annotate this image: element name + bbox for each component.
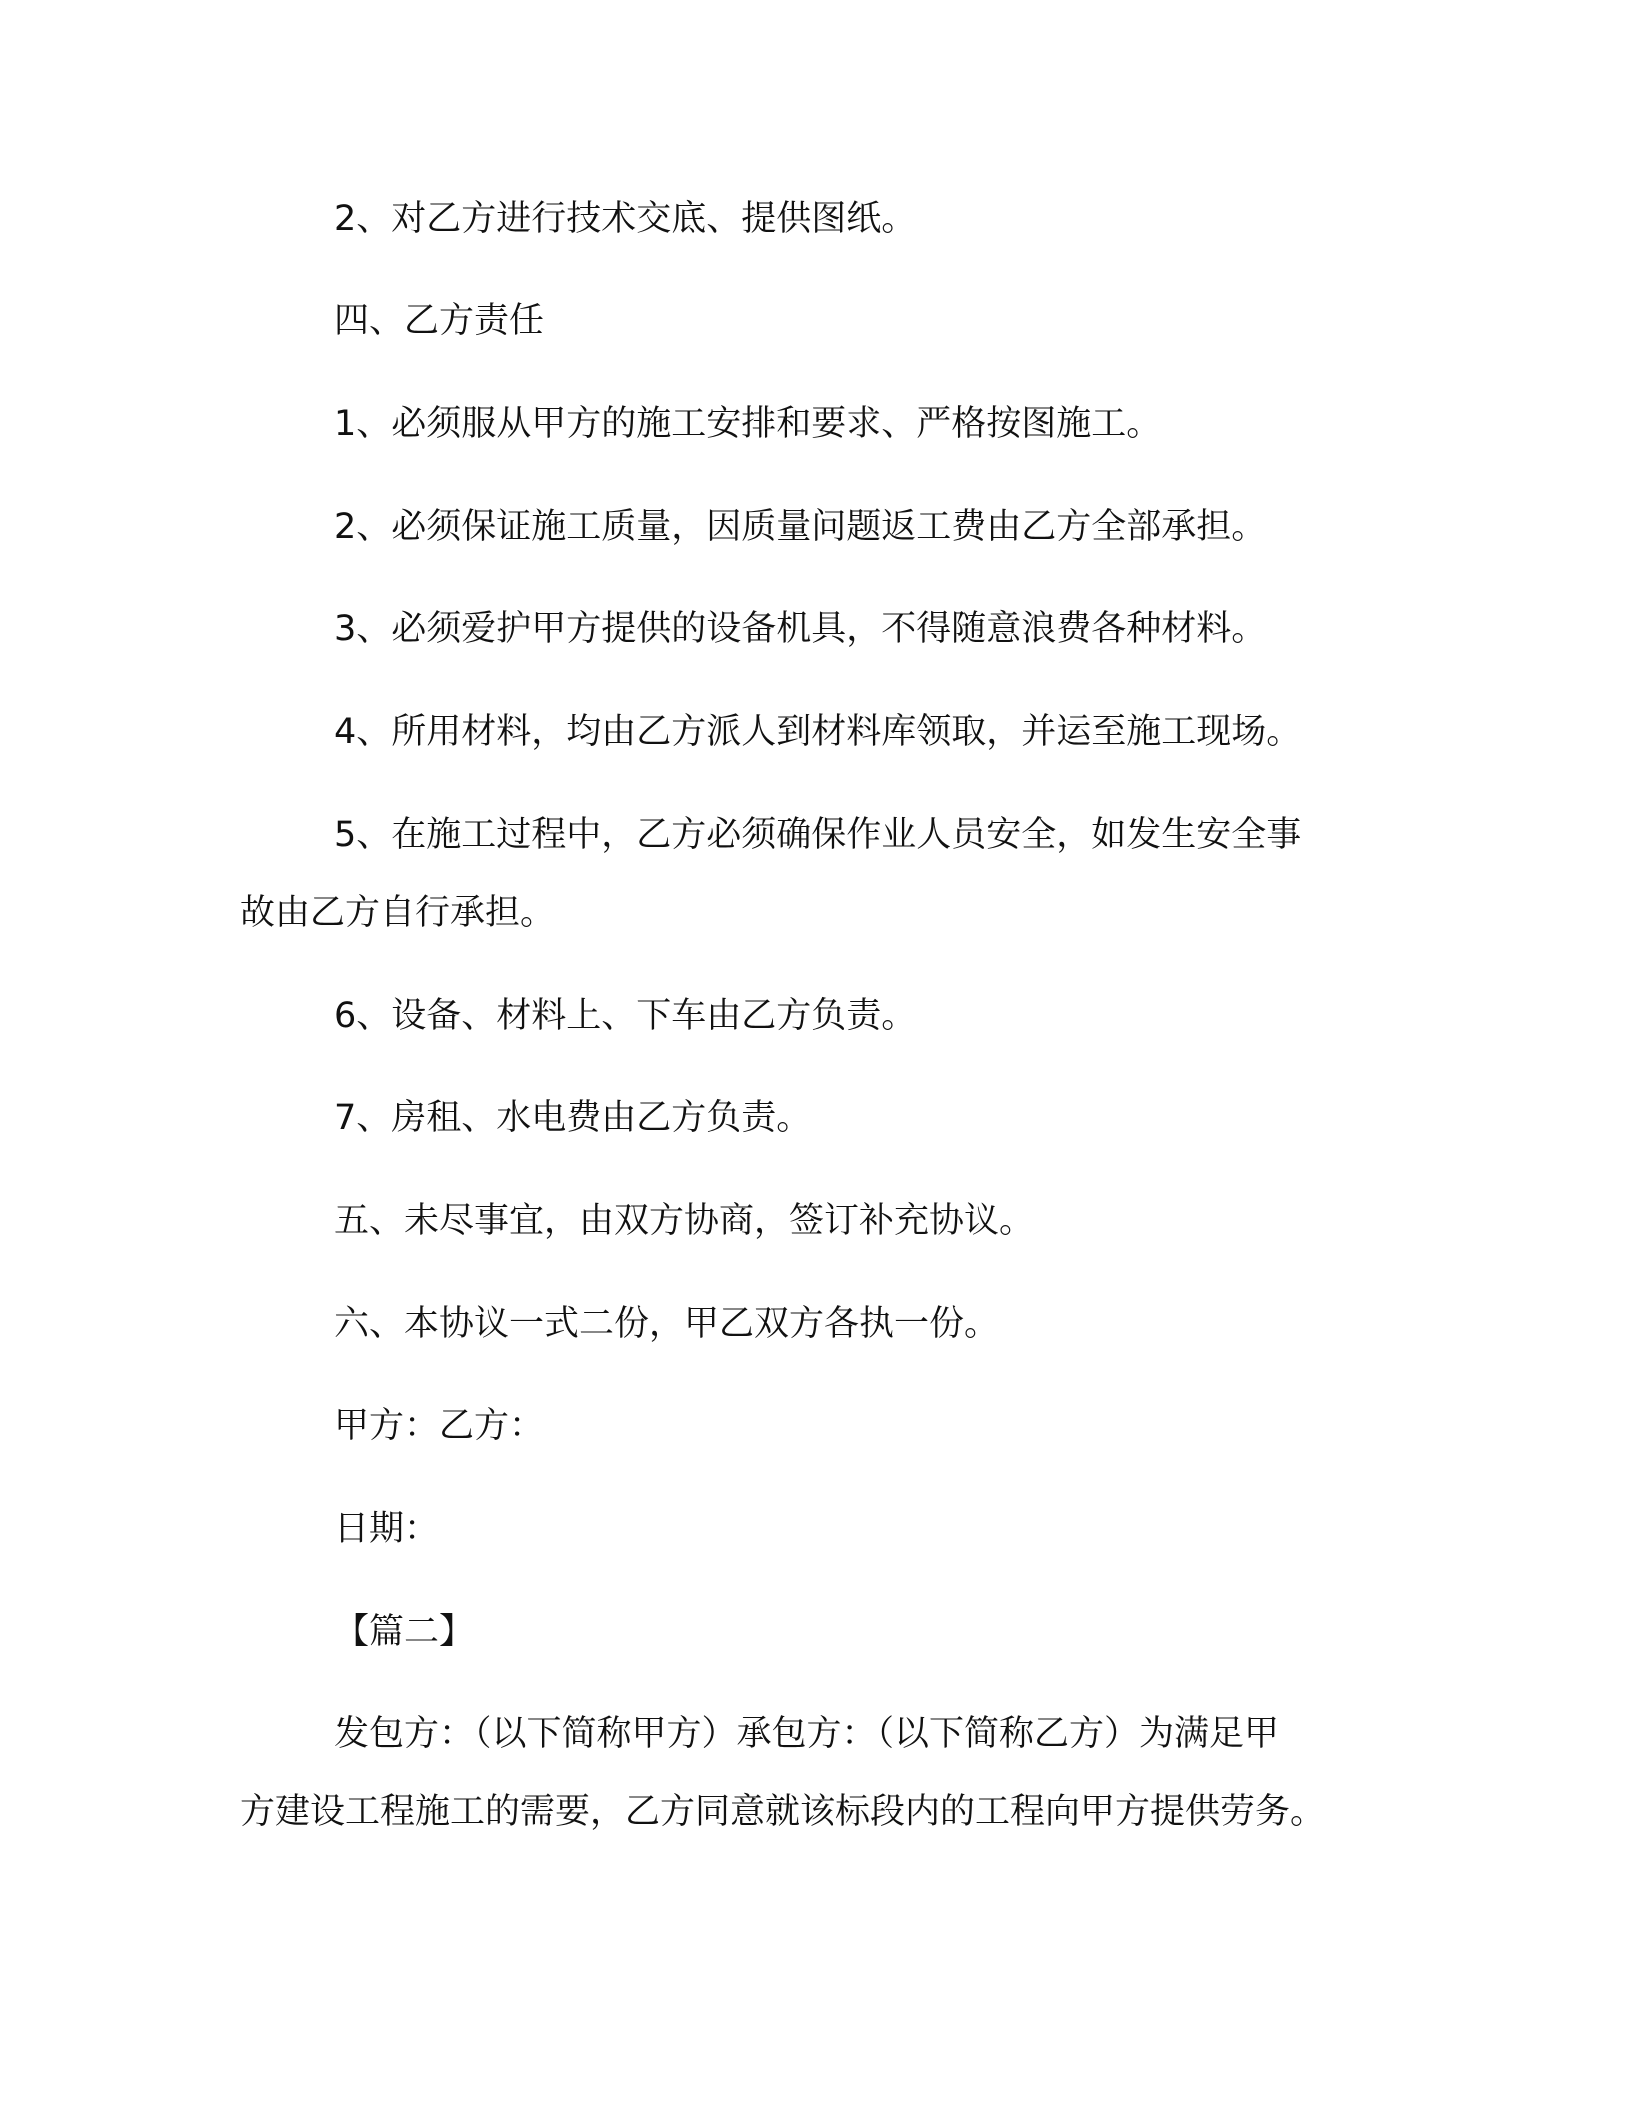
clause-yi-1: 1、必须服从甲方的施工安排和要求、严格按图施工。	[334, 404, 1162, 444]
part-two-heading: 【篇二】	[334, 1612, 475, 1652]
clause-jia-2: 2、对乙方进行技术交底、提供图纸。	[334, 199, 917, 239]
clause-yi-5-cont: 故由乙方自行承担。	[240, 893, 556, 933]
clause-yi-3: 3、必须爱护甲方提供的设备机具，不得随意浪费各种材料。	[334, 609, 1267, 649]
part-two-intro: 发包方：（以下简称甲方）承包方：（以下简称乙方）为满足甲	[334, 1714, 1280, 1754]
clause-yi-2: 2、必须保证施工质量，因质量问题返工费由乙方全部承担。	[334, 507, 1267, 547]
section-heading-4: 四、乙方责任	[334, 301, 545, 341]
section-6: 六、本协议一式二份，甲乙双方各执一份。	[334, 1304, 1000, 1344]
date-line: 日期：	[334, 1509, 440, 1549]
signature-line: 甲方：乙方：	[334, 1406, 545, 1446]
clause-yi-4: 4、所用材料，均由乙方派人到材料库领取，并运至施工现场。	[334, 712, 1302, 752]
clause-yi-5: 5、在施工过程中，乙方必须确保作业人员安全，如发生安全事	[334, 815, 1302, 855]
clause-yi-6: 6、设备、材料上、下车由乙方负责。	[334, 996, 917, 1036]
part-two-intro-cont: 方建设工程施工的需要，乙方同意就该标段内的工程向甲方提供劳务。	[240, 1792, 1326, 1832]
clause-yi-7: 7、房租、水电费由乙方负责。	[334, 1098, 812, 1138]
section-5: 五、未尽事宜，由双方协商，签订补充协议。	[334, 1201, 1035, 1241]
